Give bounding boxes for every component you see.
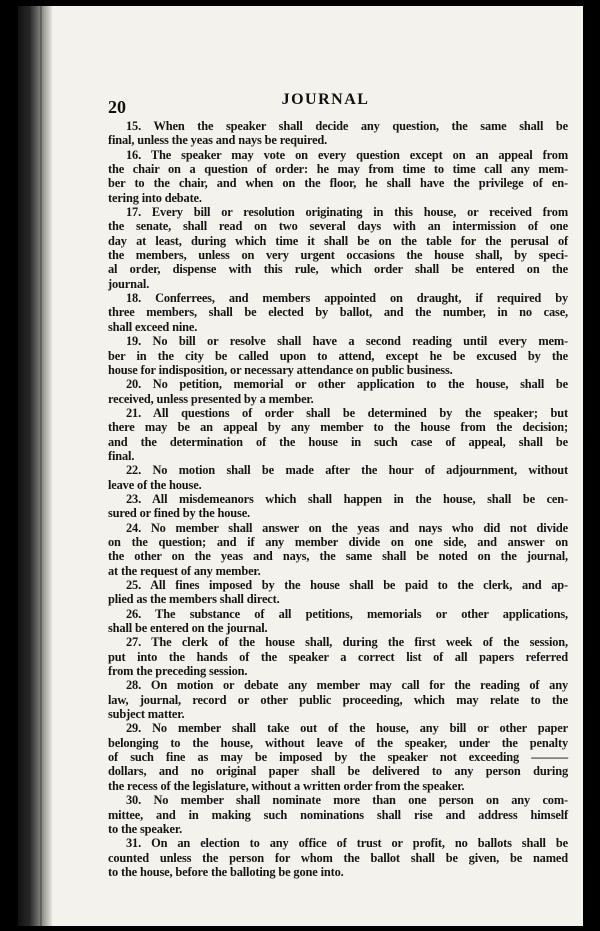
rule-paragraph-15 (108, 119, 568, 148)
rule-paragraph-29 (108, 721, 568, 793)
rule-line: 18. Conferrees, and members appointed on draught, if required by (126, 291, 568, 306)
rule-paragraph-26 (108, 607, 568, 636)
rule-line: 27. The clerk of the house shall, during the first week of the session, (126, 635, 568, 650)
rule-line: mittee, and in making such nominations shall rise and address himself (108, 807, 568, 822)
rule-line: ber in the city be called upon to attend, except he be excused by the (108, 348, 568, 363)
rule-line: 24. No member shall answer on the yeas and nays who did not divide (126, 520, 568, 535)
rule-line: there may be an appeal by any member to the house from the decision; (108, 420, 568, 435)
rule-line: at the request of any member. (108, 563, 261, 578)
rule-line: shall be entered on the journal. (108, 621, 268, 636)
rule-line: 22. No motion shall be made after the hour of adjournment, without (126, 463, 568, 478)
rule-line: al order, dispense with this rule, which order shall be entered on the (108, 262, 568, 277)
rule-line: the other on the yeas and nays, the same shall be noted on the journal, (108, 549, 568, 564)
page-number: 20 (108, 97, 126, 117)
rule-paragraph-21 (108, 406, 568, 463)
rule-paragraph-19 (108, 334, 568, 377)
binding-shadow-streak (28, 6, 30, 926)
rule-paragraph-24 (108, 521, 568, 578)
rule-line: and the determination of the house in such case of appeal, shall be (108, 434, 568, 449)
running-head: JOURNAL (281, 91, 370, 108)
rule-line: leave of the house. (108, 477, 202, 492)
rule-line: dollars, and no original paper shall be delivered to any person during (108, 764, 568, 779)
rule-line: 15. When the speaker shall decide any question, the same shall be (126, 119, 568, 133)
rule-line: house for indisposition, or necessary attendance on public business. (108, 362, 453, 377)
rule-paragraph-28 (108, 678, 568, 721)
rule-line: plied as the members shall direct. (108, 592, 280, 607)
rule-line: 19. No bill or resolve shall have a second reading until every mem- (126, 334, 568, 349)
rule-line: from the preceding session. (108, 664, 248, 679)
rule-line: put into the hands of the speaker a correct list of all papers referred (108, 649, 568, 664)
rules-body (108, 119, 568, 879)
rule-line: of such fine as may be imposed by the speaker not exceeding ——— (108, 750, 568, 765)
rule-line: the senate, shall read on two several days with an intermission of one (108, 219, 568, 234)
rule-line: the chair on a question of order: he may from time to time call any mem- (108, 162, 568, 177)
rule-line: on the question; and if any member divide on one side, and answer on (108, 534, 568, 549)
rule-paragraph-30 (108, 793, 568, 836)
rule-paragraph-17 (108, 205, 568, 291)
rule-line: 30. No member shall nominate more than one person on any com- (126, 793, 568, 808)
rule-paragraph-20 (108, 377, 568, 406)
rule-line: the members, unless on very urgent occasions the house shall, by speci- (108, 248, 568, 263)
rule-line: 21. All questions of order shall be determined by the speaker; but (126, 405, 568, 420)
binding-shadow-streak (40, 6, 42, 926)
rule-line: 28. On motion or debate any member may call for the reading of any (126, 678, 568, 693)
rule-line: tering into debate. (108, 190, 202, 205)
rule-line: ber to the chair, and when on the floor, he shall have the privilege of en- (108, 176, 568, 191)
rule-line: 31. On an election to any office of trust or profit, no ballots shall be (126, 836, 568, 851)
rule-line: final, unless the yeas and nays be required. (108, 133, 328, 148)
rule-line: 16. The speaker may vote on every question except on an appeal from (126, 147, 568, 162)
rule-line: 17. Every bill or resolution originating in this house, or received from (126, 205, 568, 220)
rule-line: counted unless the person for whom the ballot shall be given, be named (108, 850, 568, 865)
rule-line: 26. The substance of all petitions, memorials or other applications, (126, 606, 568, 621)
rule-line: final. (108, 448, 135, 463)
rule-line: to the speaker. (108, 821, 183, 836)
rule-line: day at least, during which time it shall be on the table for the perusal of (108, 233, 568, 248)
rule-line: shall exceed nine. (108, 319, 198, 334)
rule-line: 23. All misdemeanors which shall happen in the house, shall be cen- (126, 491, 568, 506)
rule-line: received, unless presented by a member. (108, 391, 314, 406)
rule-line: belonging to the house, without leave of the speaker, under the penalty (108, 735, 568, 750)
rule-line: law, journal, record or other public proceeding, which may relate to the (108, 692, 568, 707)
rule-line: 20. No petition, memorial or other application to the house, shall be (126, 377, 568, 392)
page-binding-edge (18, 6, 52, 926)
rule-paragraph-18 (108, 291, 568, 334)
rule-line: subject matter. (108, 707, 185, 722)
rule-paragraph-25 (108, 578, 568, 607)
document-page (18, 6, 583, 926)
rule-paragraph-27 (108, 635, 568, 678)
page-header (108, 91, 543, 115)
rule-line: 25. All fines imposed by the house shall be paid to the clerk, and ap- (126, 578, 568, 592)
rule-line: three members, shall be elected by ballot, and the number, in no case, (108, 305, 568, 320)
rule-paragraph-31 (108, 836, 568, 879)
rule-paragraph-16 (108, 148, 568, 205)
rule-line: 29. No member shall take out of the house, any bill or other paper (126, 721, 568, 736)
rule-paragraph-22 (108, 463, 568, 492)
rule-line: sured or fined by the house. (108, 506, 250, 521)
rule-line: to the house, before the balloting be gone into. (108, 864, 344, 879)
rule-paragraph-23 (108, 492, 568, 521)
rule-line: the recess of the legislature, without a written order from the speaker. (108, 778, 465, 793)
rule-line: journal. (108, 276, 150, 291)
